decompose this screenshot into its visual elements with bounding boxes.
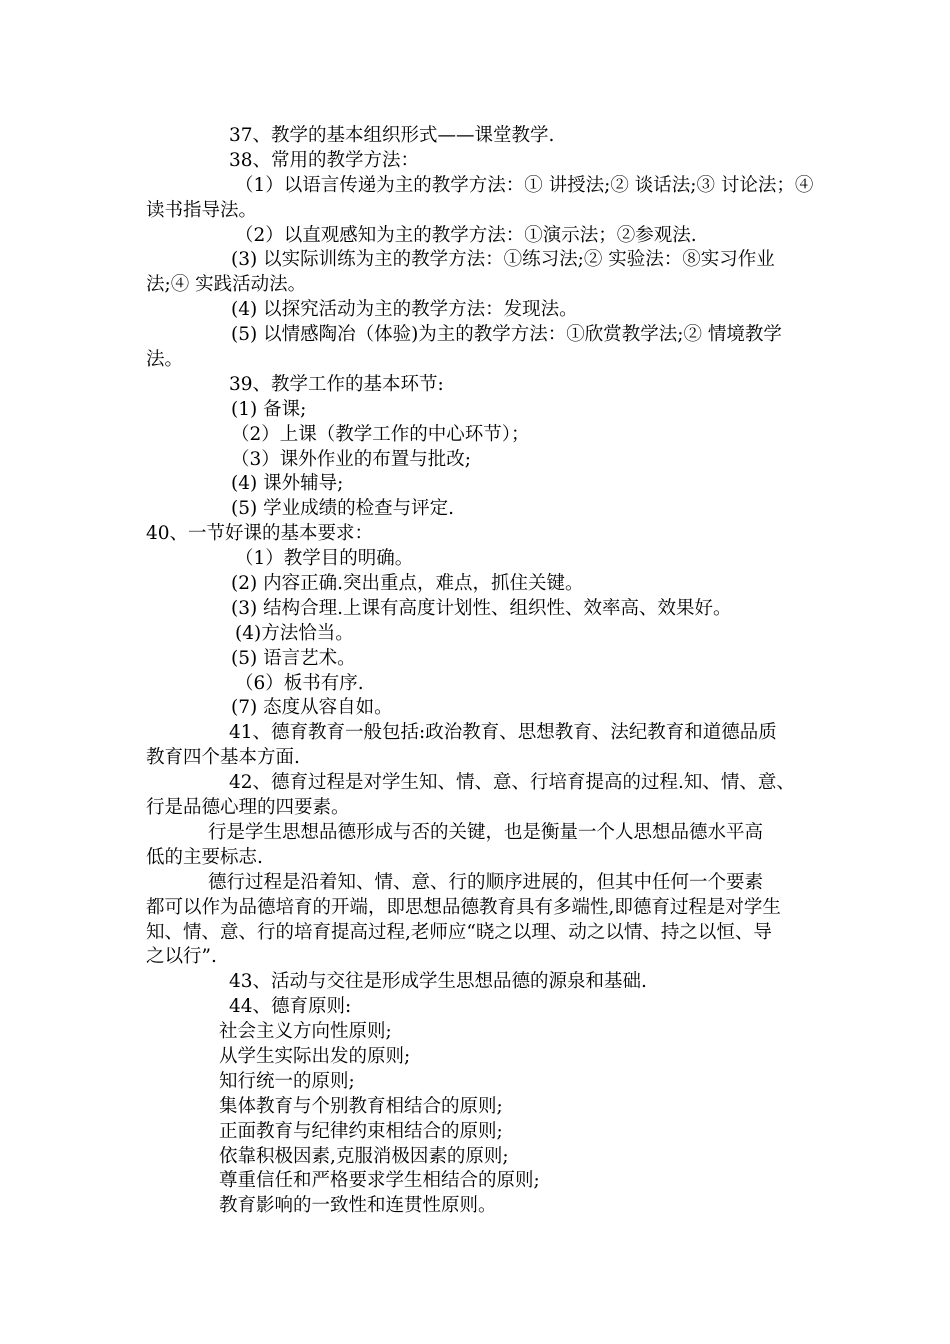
text-line: 知、情、意、行的培育提高过程,老师应“晓之以理、动之以情、持之以恒、导 <box>146 921 772 943</box>
text-line: 德行过程是沿着知、情、意、行的顺序进展的，但其中任何一个要素 <box>208 871 764 893</box>
text-line: 行是品德心理的四要素。 <box>146 797 350 819</box>
text-line: (1) 备课; <box>231 398 307 420</box>
principle-item: 集体教育与个别教育相结合的原则; <box>219 1095 503 1117</box>
text-line: (5) 语言艺术。 <box>231 647 356 669</box>
text-line: 都可以作为品德培育的开端，即思想品德教育具有多端性,即德育过程是对学生 <box>146 896 781 918</box>
principle-item: 从学生实际出发的原则; <box>219 1045 411 1067</box>
text-line: （6）板书有序. <box>235 672 364 694</box>
text-line: (7) 态度从容自如。 <box>231 697 393 719</box>
text-line: 法。 <box>146 349 184 371</box>
text-line: 行是学生思想品德形成与否的关键，也是衡量一个人思想品德水平高 <box>208 821 764 843</box>
text-line: 读书指导法。 <box>146 199 258 221</box>
text-line: (2) 内容正确.突出重点，难点，抓住关键。 <box>231 573 584 595</box>
text-line: （1）以语言传递为主的教学方法：① 讲授法;② 谈话法;③ 讨论法；④ <box>235 174 814 196</box>
text-line: (3) 结构合理.上课有高度计划性、组织性、效率高、效果好。 <box>231 597 732 619</box>
document-body <box>146 124 816 1219</box>
text-line-44: 44、德育原则: <box>229 996 352 1018</box>
text-line-37: 37、教学的基本组织形式——课堂教学. <box>229 125 555 146</box>
text-line: (5) 学业成绩的检查与评定. <box>231 498 454 520</box>
text-line: (4)方法恰当。 <box>235 622 354 644</box>
principle-item: 知行统一的原则; <box>219 1070 355 1092</box>
text-line: （3）课外作业的布置与批改; <box>231 448 472 470</box>
text-line-40: 40、一节好课的基本要求： <box>146 523 374 545</box>
text-line: (4) 以探究活动为主的教学方法：发现法。 <box>231 299 578 321</box>
text-line-42: 42、德育过程是对学生知、情、意、行培育提高的过程.知、情、意、 <box>229 772 795 794</box>
text-line: (3) 以实际训练为主的教学方法：①练习法;② 实验法：⑧实习作业 <box>231 249 775 271</box>
text-line: (4) 课外辅导; <box>231 473 344 495</box>
text-line: （2）以直观感知为主的教学方法：①演示法；②参观法. <box>235 224 697 246</box>
principle-item: 尊重信任和严格要求学生相结合的原则; <box>219 1170 540 1192</box>
text-line: 低的主要标志. <box>146 846 263 868</box>
text-line: 法;④ 实践活动法。 <box>146 274 307 296</box>
text-line: （1）教学目的明确。 <box>235 548 414 570</box>
principle-item: 社会主义方向性原则; <box>219 1021 392 1043</box>
text-line: （2）上课（教学工作的中心环节）； <box>231 423 530 445</box>
principle-item: 正面教育与纪律约束相结合的原则; <box>219 1120 503 1142</box>
text-line: (5) 以情感陶冶（体验)为主的教学方法：①欣赏教学法;② 情境教学 <box>231 324 782 346</box>
text-line-39: 39、教学工作的基本环节: <box>229 373 444 395</box>
text-line: 之以行”. <box>146 946 217 968</box>
text-line-43: 43、活动与交往是形成学生思想品德的源泉和基础. <box>229 971 647 993</box>
principle-item: 教育影响的一致性和连贯性原则。 <box>219 1195 497 1217</box>
text-line: 教育四个基本方面. <box>146 747 300 769</box>
principle-item: 依靠积极因素,克服消极因素的原则; <box>219 1145 509 1167</box>
text-line-41: 41、德育教育一般包括:政治教育、思想教育、法纪教育和道德品质 <box>229 722 777 744</box>
text-line-38: 38、常用的教学方法： <box>229 149 420 171</box>
